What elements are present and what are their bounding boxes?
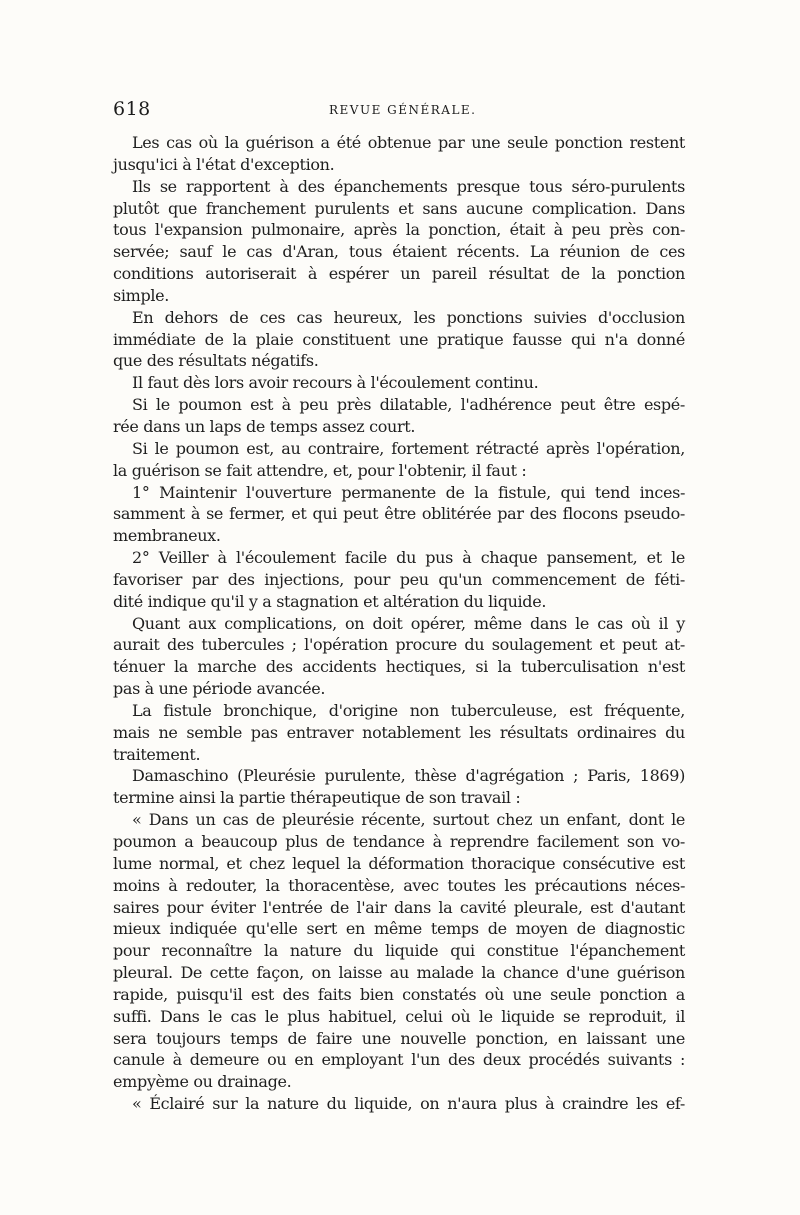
page-header xyxy=(113,98,685,122)
text-line: Si le poumon est à peu près dilatable, l'adhérence peut être espé- xyxy=(132,395,685,415)
text-line: canule à demeure ou en employant l'un des deux procédés suivants : xyxy=(113,1050,685,1070)
text-line: pleural. De cette façon, on laisse au malade la chance d'une guérison xyxy=(113,963,685,983)
text-line: dité indique qu'il y a stagnation et altération du liquide. xyxy=(113,591,547,611)
text-line: suffi. Dans le cas le plus habituel, celui où le liquide se reproduit, il xyxy=(113,1006,685,1026)
text-line: que des résultats négatifs. xyxy=(113,351,319,371)
text-line: mieux indiquée qu'elle sert en même temps de moyen de diagnostic xyxy=(113,919,685,939)
text-line: « Éclairé sur la nature du liquide, on n'aura plus à craindre les ef- xyxy=(132,1094,685,1114)
text-line: aurait des tubercules ; l'opération procure du soulagement et peut at- xyxy=(113,635,685,655)
text-line: conditions autoriserait à espérer un pareil résultat de la ponction xyxy=(113,264,685,284)
page-number: 618 xyxy=(113,98,151,120)
text-line: pour reconnaître la nature du liquide qui constitue l'épanchement xyxy=(113,941,685,961)
text-line: lume normal, et chez lequel la déformation thoracique consécutive est xyxy=(113,853,685,873)
text-line: « Dans un cas de pleurésie récente, surtout chez un enfant, dont le xyxy=(132,810,685,830)
text-line: ténuer la marche des accidents hectiques, si la tuberculisation n'est xyxy=(113,657,685,677)
text-line: immédiate de la plaie constituent une pratique fausse qui n'a donné xyxy=(113,329,685,349)
text-line: membraneux. xyxy=(113,526,221,546)
text-line: 1° Maintenir l'ouverture permanente de la fistule, qui tend inces- xyxy=(132,482,685,502)
text-line: termine ainsi la partie thérapeutique de son travail : xyxy=(113,788,521,808)
text-line: Ils se rapportent à des épanchements presque tous séro-purulents xyxy=(132,176,685,196)
text-line: rée dans un laps de temps assez court. xyxy=(113,416,416,436)
text-line: Damaschino (Pleurésie purulente, thèse d'agrégation ; Paris, 1869) xyxy=(132,766,685,786)
text-line: rapide, puisqu'il est des faits bien constatés où une seule ponction a xyxy=(113,984,685,1004)
text-line: saires pour éviter l'entrée de l'air dans la cavité pleurale, est d'autant xyxy=(113,897,685,917)
text-line: moins à redouter, la thoracentèse, avec toutes les précautions néces- xyxy=(113,875,685,895)
text-line: samment à se fermer, et qui peut être oblitérée par des flocons pseudo- xyxy=(113,504,685,524)
text-line: mais ne semble pas entraver notablement les résultats ordinaires du xyxy=(113,722,685,742)
running-title: REVUE GÉNÉRALE. xyxy=(329,103,477,117)
text-line: la guérison se fait attendre, et, pour l'obtenir, il faut : xyxy=(113,460,527,480)
text-line: poumon a beaucoup plus de tendance à reprendre facilement son vo- xyxy=(113,832,685,851)
text-line: empyème ou drainage. xyxy=(113,1072,292,1092)
text-line: Les cas où la guérison a été obtenue par une seule ponction restent xyxy=(132,133,685,152)
text-line: En dehors de ces cas heureux, les ponctions suivies d'occlusion xyxy=(132,307,685,327)
text-line: sera toujours temps de faire une nouvelle ponction, en laissant une xyxy=(113,1028,685,1048)
text-line: Si le poumon est, au contraire, fortement rétracté après l'opération, xyxy=(132,438,685,458)
text-line: Il faut dès lors avoir recours à l'écoulement continu. xyxy=(132,373,539,393)
text-line: pas à une période avancée. xyxy=(113,679,326,699)
text-line: 2° Veiller à l'écoulement facile du pus à chaque pansement, et le xyxy=(132,548,685,568)
text-line: tous l'expansion pulmonaire, après la ponction, était à peu près con- xyxy=(113,220,685,240)
text-line: favoriser par des injections, pour peu qu'un commencement de féti- xyxy=(113,569,685,589)
text-line: Quant aux complications, on doit opérer, même dans le cas où il y xyxy=(132,613,685,633)
text-line: simple. xyxy=(113,285,169,305)
text-line: jusqu'ici à l'état d'exception. xyxy=(113,154,335,174)
body-text xyxy=(113,132,685,1115)
text-line: traitement. xyxy=(113,744,201,764)
text-line: servée; sauf le cas d'Aran, tous étaient récents. La réunion de ces xyxy=(113,242,685,262)
text-line: La fistule bronchique, d'origine non tuberculeuse, est fréquente, xyxy=(132,700,685,720)
text-line: plutôt que franchement purulents et sans aucune complication. Dans xyxy=(113,198,685,218)
